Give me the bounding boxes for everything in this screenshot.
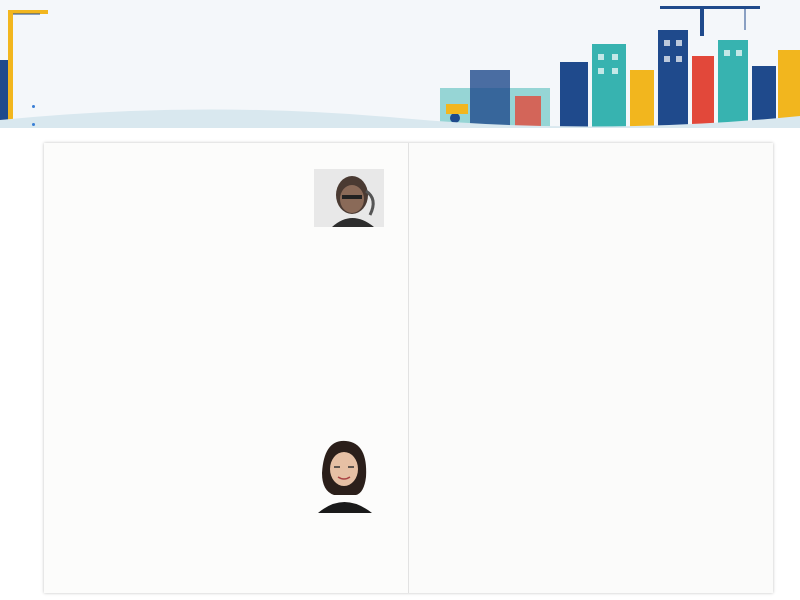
- bullet-dot: [32, 123, 35, 126]
- woman-photo: [304, 433, 384, 513]
- header-banner: [0, 0, 800, 128]
- man-photo: [314, 169, 384, 227]
- left-page: [44, 143, 409, 593]
- construction-illustration: [0, 0, 800, 128]
- bullet-dot: [32, 105, 35, 108]
- diary-spread: [44, 143, 773, 593]
- right-page: [409, 143, 773, 593]
